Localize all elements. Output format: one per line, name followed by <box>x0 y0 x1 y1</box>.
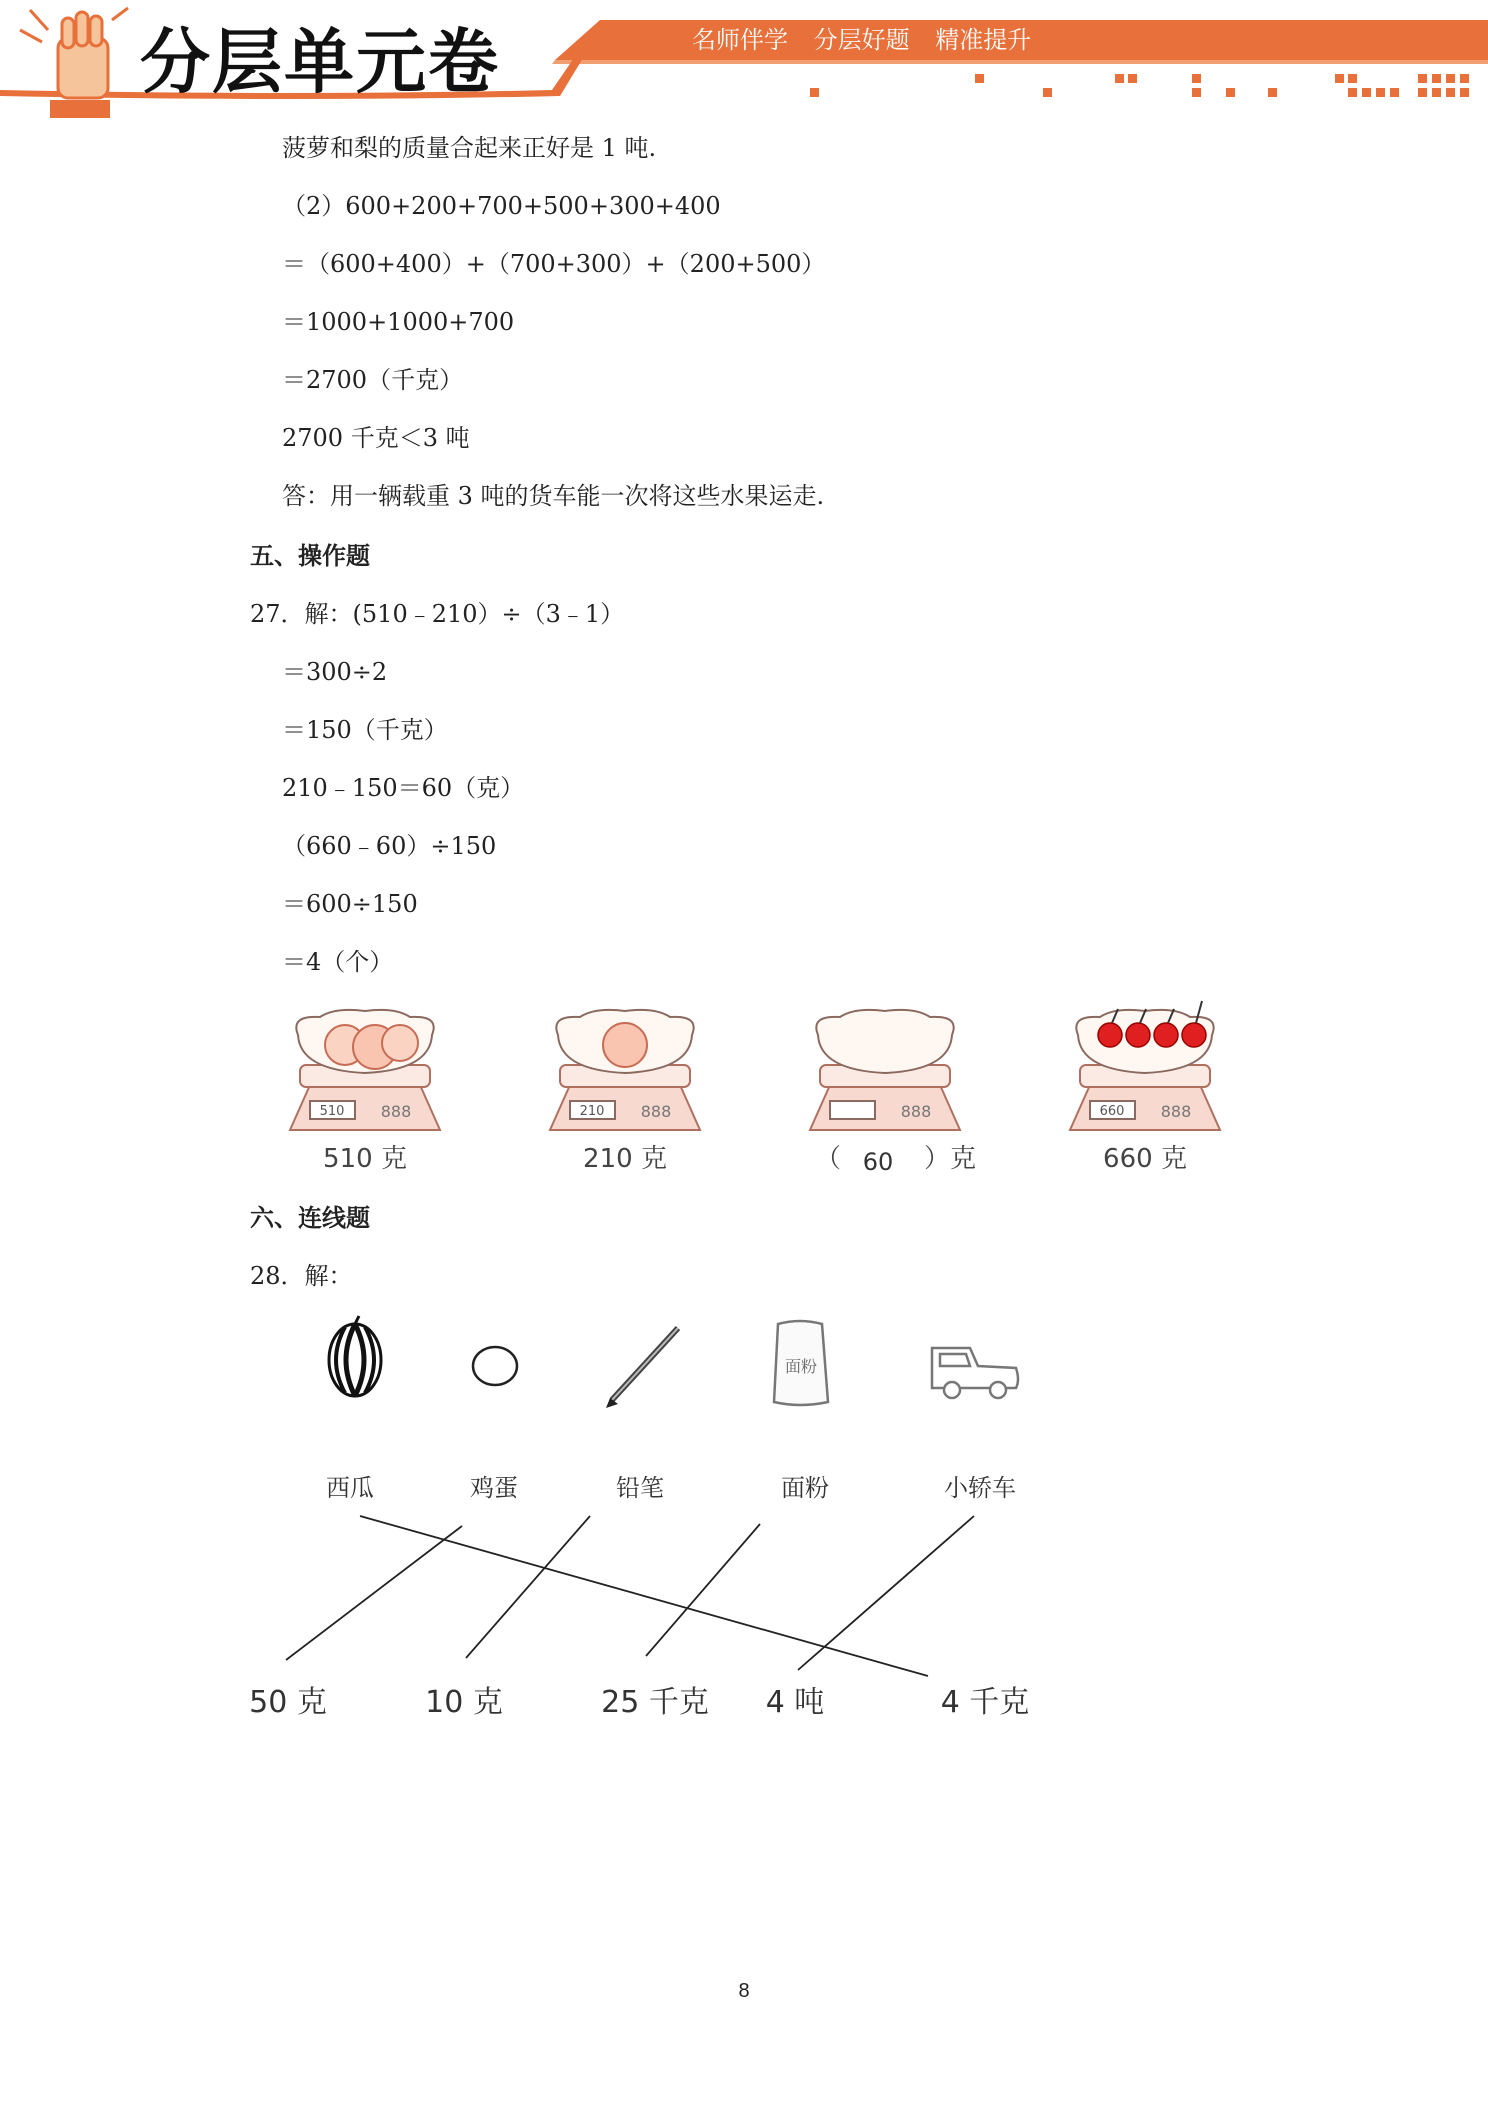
scales-figure <box>280 995 1260 1175</box>
matching-figure <box>240 1310 1060 1730</box>
pencil-icon <box>606 1328 678 1408</box>
scale-caption: 210 克 <box>583 1144 667 1174</box>
step-line: ＝4（个） <box>282 948 394 976</box>
scale-caption-close: ）克 <box>923 1144 977 1174</box>
weight-label: 50 克 <box>249 1685 327 1720</box>
text-line: （2）600+200+700+500+300+400 <box>282 192 721 220</box>
scale-2 <box>550 1010 700 1174</box>
text-line: 菠萝和梨的质量合起来正好是 1 吨. <box>282 134 657 162</box>
scale-caption-open: （ <box>814 1144 842 1174</box>
text-line: ＝2700（千克） <box>282 366 464 394</box>
step-line: ＝300÷2 <box>282 658 388 686</box>
item-egg: 鸡蛋 <box>470 1474 518 1502</box>
egg-icon <box>473 1347 517 1385</box>
step-line: ＝600÷150 <box>282 890 418 918</box>
text-line: ＝（600+400）+（700+300）+（200+500） <box>282 250 826 278</box>
fist-logo-icon <box>20 8 128 118</box>
scale-display: 660 <box>1099 1104 1125 1119</box>
scale-display: 210 <box>579 1104 605 1119</box>
weight-label: 4 千克 <box>940 1685 1030 1720</box>
step-line: 210﹣150＝60（克） <box>282 774 525 802</box>
match-line-watermelon <box>360 1516 928 1676</box>
flour-bag-icon <box>774 1321 828 1405</box>
scale-digits: 888 <box>380 1102 412 1121</box>
watermelon-icon <box>329 1316 381 1396</box>
scale-3 <box>810 1010 976 1175</box>
section-title: 六、连线题 <box>250 1204 370 1232</box>
step-line: （660﹣60）÷150 <box>282 832 497 860</box>
brand-slogan: 名师伴学 分层好题 精准提升 <box>692 26 1032 54</box>
question-28: 28．解： <box>250 1262 353 1290</box>
match-line-pencil <box>466 1516 590 1658</box>
scale-4 <box>1070 1001 1220 1174</box>
weight-label: 25 千克 <box>601 1685 709 1720</box>
weight-label: 10 克 <box>425 1685 503 1720</box>
scale-digits: 888 <box>1160 1102 1192 1121</box>
car-icon <box>932 1348 1018 1398</box>
scale-caption: 510 克 <box>323 1144 407 1174</box>
scale-answer-value: 60 <box>862 1148 894 1175</box>
answer-line: 答：用一辆载重 3 吨的货车能一次将这些水果运走. <box>282 482 825 510</box>
match-line-car <box>798 1516 974 1670</box>
match-line-egg <box>286 1526 462 1660</box>
brand-title: 分层单元卷 <box>140 21 500 103</box>
scale-caption: 660 克 <box>1103 1144 1187 1174</box>
item-flour: 面粉 <box>781 1474 829 1502</box>
step-line: ＝150（千克） <box>282 716 448 744</box>
text-line: ＝1000+1000+700 <box>282 308 515 336</box>
weight-label: 4 吨 <box>765 1685 825 1720</box>
item-watermelon: 西瓜 <box>326 1474 374 1502</box>
scale-display: 510 <box>319 1104 345 1119</box>
section-title: 五、操作题 <box>250 542 370 570</box>
match-line-flour <box>646 1524 760 1656</box>
text-line: 2700 千克＜3 吨 <box>282 424 470 452</box>
scale-digits: 888 <box>640 1102 672 1121</box>
scale-1 <box>290 1010 440 1174</box>
item-car: 小轿车 <box>944 1474 1016 1502</box>
page-number: 8 <box>738 1980 750 2002</box>
question-27: 27．解：(510﹣210）÷（3﹣1） <box>250 600 625 628</box>
flour-bag-label: 面粉 <box>784 1357 818 1376</box>
scale-digits: 888 <box>900 1102 932 1121</box>
page-header <box>0 0 1488 120</box>
item-pencil: 铅笔 <box>616 1474 664 1502</box>
